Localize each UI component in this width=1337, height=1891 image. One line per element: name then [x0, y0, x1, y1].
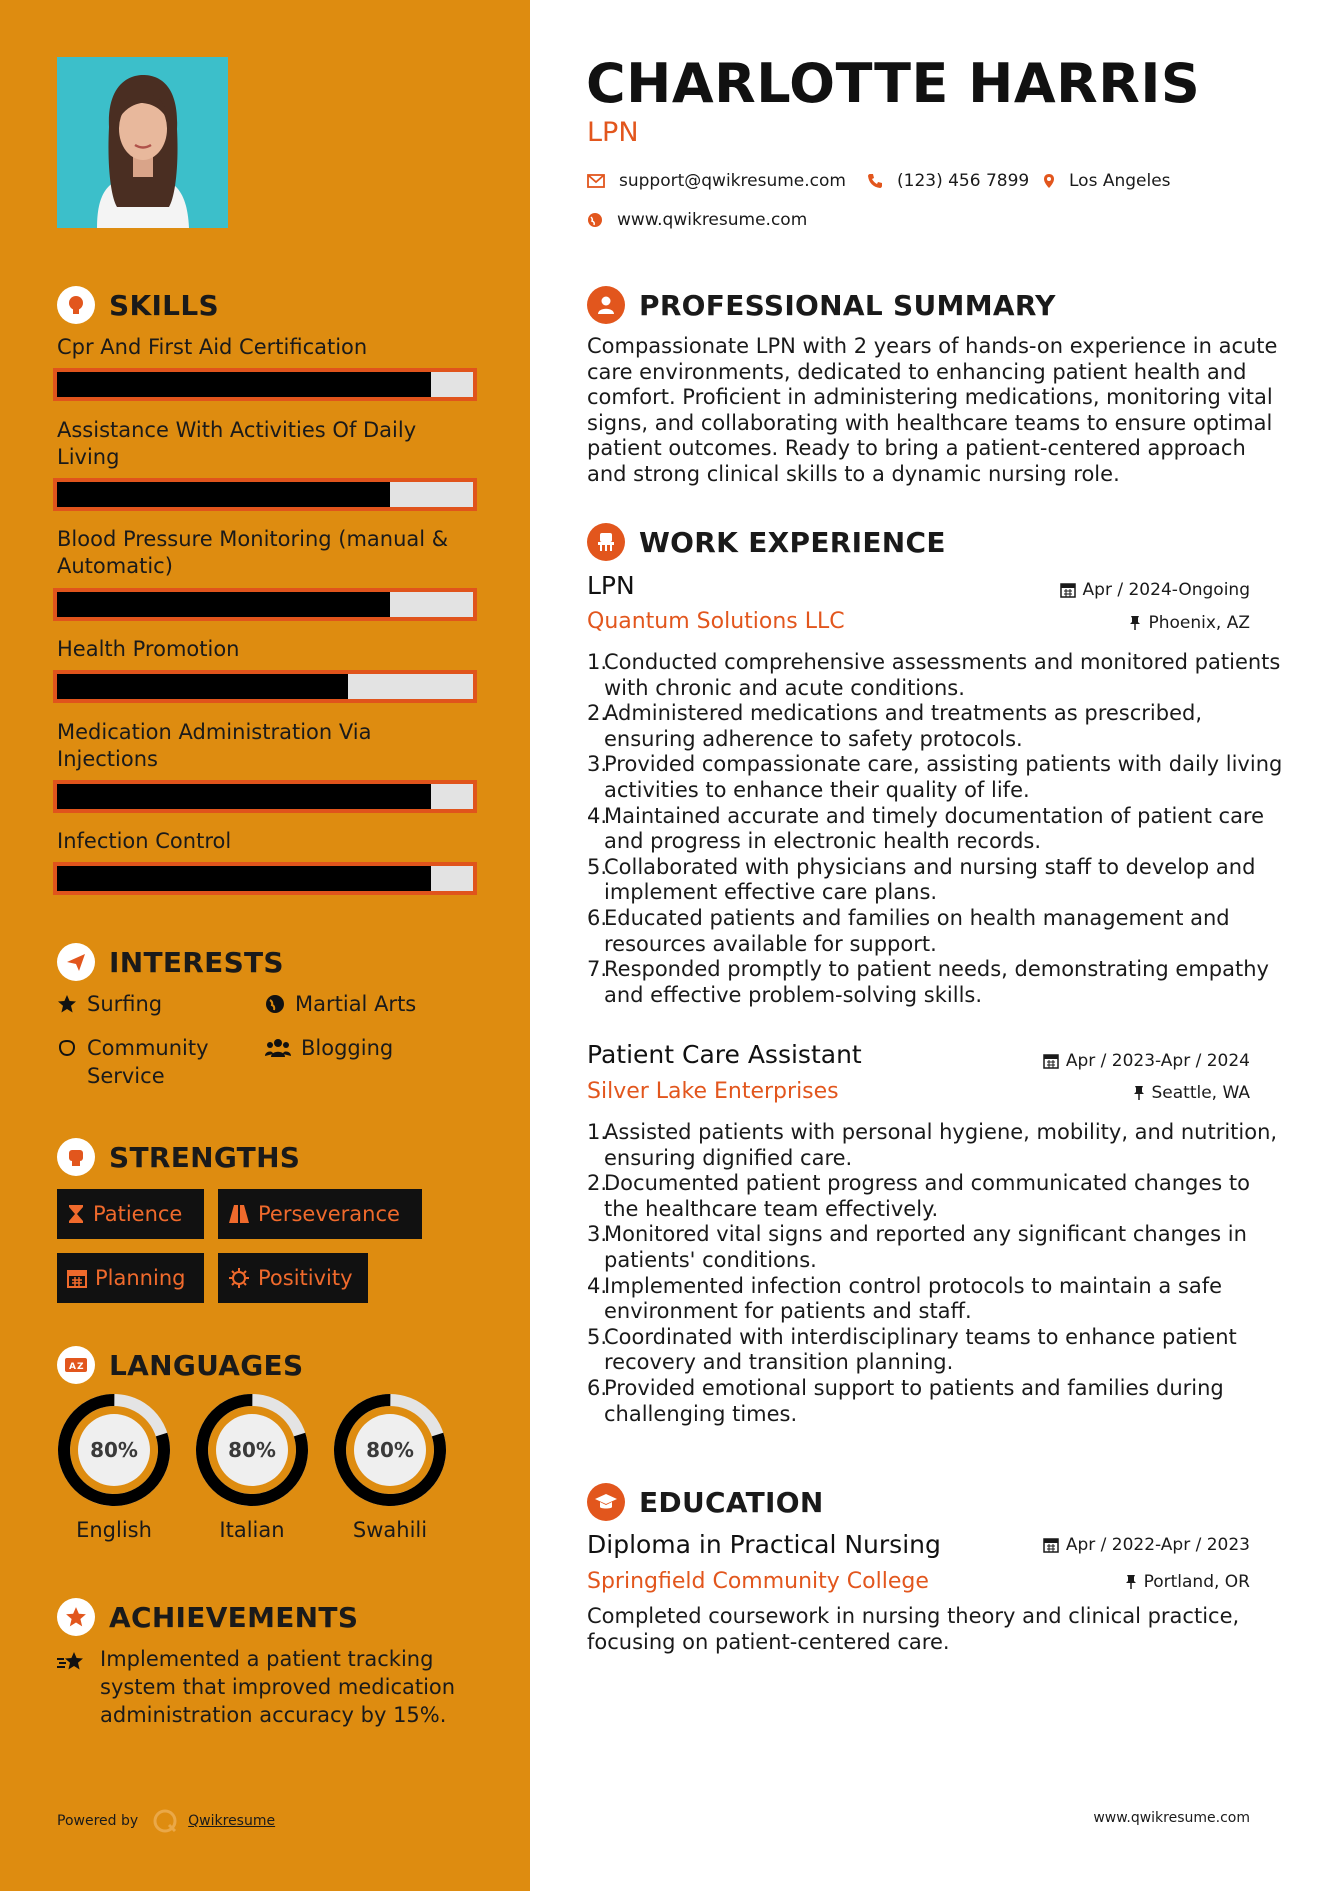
profile-photo [57, 57, 228, 228]
skill-fill [57, 674, 348, 699]
skill-name: Cpr And First Aid Certification [57, 335, 368, 359]
job-title: LPN [587, 571, 635, 600]
translate-icon [57, 1346, 95, 1384]
website-text[interactable]: www.qwikresume.com [617, 210, 808, 230]
bullet-text: Implemented infection control protocols to maintain a safe environment for patients and staff. [604, 1273, 1223, 1324]
job-location-text: Seattle, WA [1151, 1083, 1250, 1103]
job-location [1133, 1083, 1251, 1103]
sidebar [0, 0, 530, 1891]
skill-name: Assistance With Activities Of Daily Living [57, 418, 417, 469]
globe-icon [265, 994, 285, 1014]
language-item [56, 1392, 172, 1542]
main-content [530, 0, 1337, 1891]
users-icon [265, 1038, 291, 1058]
achievement-star-icon [57, 1651, 87, 1673]
contact-email [587, 171, 846, 191]
interest-label: Blogging [301, 1036, 394, 1060]
bullet-text: Responded promptly to patient needs, demonstrating empathy and effective problem-solving skills. [604, 957, 1269, 1007]
bullet-item: 6. Provided emotional support to patients and families during challenging times. [587, 1376, 1287, 1427]
calendar-icon [1060, 582, 1076, 598]
phone-text[interactable]: (123) 456 7899 [897, 171, 1030, 191]
job-location [1129, 613, 1250, 633]
contact-website [587, 210, 807, 230]
map-pin-icon [1043, 173, 1055, 189]
globe-icon [587, 212, 603, 228]
languages-title: LANGUAGES [109, 1348, 304, 1382]
bullet-item: 1. Assisted patients with personal hygiene, mobility, and nutrition, ensuring dignified care. [587, 1120, 1287, 1171]
experience-title: WORK EXPERIENCE [639, 525, 946, 559]
bullet-text: Maintained accurate and timely documentation of patient care and progress in electronic health records. [604, 803, 1265, 854]
skill-name: Blood Pressure Monitoring (manual & Automatic) [57, 527, 449, 578]
contact-phone [867, 171, 1029, 191]
school-name: Springfield Community College [587, 1569, 929, 1594]
interest-label: Surfing [87, 992, 163, 1016]
company-name: Silver Lake Enterprises [587, 1079, 839, 1104]
bullet-item: 2. Administered medications and treatments as prescribed, ensuring adherence to safety protocols. [587, 701, 1287, 752]
bullet-item: 4. Implemented infection control protocols to maintain a safe environment for patients and staff. [587, 1274, 1287, 1325]
calendar-icon [1043, 1053, 1059, 1069]
language-ring [194, 1392, 310, 1508]
skill-name: Health Promotion [57, 637, 240, 661]
education-header [587, 1483, 824, 1521]
language-item [194, 1392, 310, 1542]
bullet-item: 5. Collaborated with physicians and nursing staff to develop and implement effective care plans. [587, 855, 1287, 906]
job-date-text: Apr / 2023-Apr / 2024 [1065, 1051, 1250, 1071]
bullet-text: Provided compassionate care, assisting patients with daily living activities to enhance their quality of life. [604, 752, 1283, 802]
svg-text:A: A [69, 1362, 76, 1372]
star-badge-icon [57, 1598, 95, 1636]
contact-location [1043, 171, 1171, 191]
experience-header [587, 523, 946, 561]
location-text: Los Angeles [1069, 171, 1171, 191]
strength-label: Planning [95, 1266, 186, 1290]
strength-chip [218, 1253, 368, 1303]
achievements-title: ACHIEVEMENTS [109, 1600, 359, 1634]
envelope-icon [587, 174, 605, 188]
interest-item [57, 990, 162, 1018]
skills-title: SKILLS [109, 288, 219, 322]
fist-icon [57, 1138, 95, 1176]
bullet-text: Collaborated with physicians and nursing staff to develop and implement effective care plans. [604, 854, 1256, 905]
language-percent: 80% [366, 1438, 414, 1462]
language-ring [332, 1392, 448, 1508]
skill-fill [57, 866, 431, 891]
skill-fill [57, 592, 390, 617]
language-name: English [76, 1518, 152, 1542]
road-icon [228, 1204, 250, 1224]
skill-bar [53, 478, 477, 511]
skill-fill [57, 482, 390, 507]
calendar-icon [67, 1268, 87, 1288]
job-date [1043, 1051, 1250, 1071]
star-icon [57, 994, 77, 1014]
skills-header [57, 286, 219, 324]
interest-label: Community Service [87, 1036, 209, 1088]
strength-chip [57, 1253, 204, 1303]
chair-icon [587, 523, 625, 561]
bullet-text: Assisted patients with personal hygiene, mobility, and nutrition, ensuring dignified care. [604, 1120, 1278, 1170]
achievement-text: Implemented a patient tracking system that improved medication administration accuracy by 15%. [100, 1647, 456, 1727]
interest-item [265, 1034, 393, 1062]
bullet-item: 2. Documented patient progress and communicated changes to the healthcare team effectively. [587, 1171, 1287, 1222]
language-item [332, 1392, 448, 1542]
job-bullets [587, 650, 1287, 1008]
education-text: Completed coursework in nursing theory and clinical practice, focusing on patient-centered care. [587, 1604, 1240, 1654]
skill-name: Infection Control [57, 829, 232, 853]
strength-label: Perseverance [258, 1202, 400, 1226]
candidate-role: LPN [587, 117, 639, 148]
hourglass-icon [67, 1204, 85, 1224]
skill-bar [53, 368, 477, 401]
education-location [1125, 1572, 1250, 1592]
paper-plane-icon [57, 943, 95, 981]
education-date-text: Apr / 2022-Apr / 2023 [1065, 1535, 1250, 1555]
language-ring [56, 1392, 172, 1508]
job-date [1060, 580, 1250, 600]
bullet-item: 7. Responded promptly to patient needs, demonstrating empathy and effective problem-solving skills. [587, 957, 1287, 1008]
degree-title: Diploma in Practical Nursing [587, 1530, 941, 1559]
bullet-text: Conducted comprehensive assessments and monitored patients with chronic and acute conditions. [604, 650, 1281, 700]
qwikresume-link[interactable]: Qwikresume [188, 1813, 276, 1829]
pushpin-icon [1125, 1574, 1137, 1590]
powered-by [57, 1808, 275, 1834]
sun-icon [228, 1267, 250, 1289]
pushpin-icon [1133, 1085, 1145, 1101]
bullet-text: Documented patient progress and communicated changes to the healthcare team effectively. [604, 1171, 1250, 1221]
language-percent: 80% [228, 1438, 276, 1462]
bullet-item: 5. Coordinated with interdisciplinary teams to enhance patient recovery and transition planning. [587, 1325, 1287, 1376]
job-date-text: Apr / 2024-Ongoing [1082, 580, 1250, 600]
bullet-item: 4. Maintained accurate and timely documentation of patient care and progress in electronic health records. [587, 804, 1287, 855]
email-text[interactable]: support@qwikresume.com [619, 171, 846, 191]
strength-label: Patience [93, 1202, 183, 1226]
footer-url[interactable]: www.qwikresume.com [1093, 1810, 1250, 1826]
achievements-header [57, 1598, 358, 1636]
summary-text: Compassionate LPN with 2 years of hands-on experience in acute care environments, dedicated to enhancing patient health and comfort. Proficient in administering medications, monitoring vital signs, and collaborating with healthcare teams to ensure optimal patient outcomes. Ready to bring a patient-centered approach and strong clinical skills to a dynamic nursing role. [587, 334, 1278, 486]
company-name: Quantum Solutions LLC [587, 609, 845, 634]
bullet-text: Educated patients and families on health management and resources available for support. [604, 905, 1230, 956]
strengths-header [57, 1138, 300, 1176]
candidate-name: CHARLOTTE HARRIS [586, 52, 1201, 115]
interest-item [57, 1034, 257, 1090]
interest-label: Martial Arts [295, 992, 417, 1016]
skill-fill [57, 784, 431, 809]
skill-bar [53, 670, 477, 703]
skill-bar [53, 780, 477, 813]
bullet-text: Monitored vital signs and reported any significant changes in patients' conditions. [604, 1222, 1247, 1272]
summary-title: PROFESSIONAL SUMMARY [639, 288, 1056, 322]
language-percent: 80% [90, 1438, 138, 1462]
interests-title: INTERESTS [109, 945, 284, 979]
phone-icon [867, 173, 883, 189]
job-bullets [587, 1120, 1287, 1427]
pushpin-icon [1129, 615, 1141, 631]
job-title: Patient Care Assistant [587, 1040, 862, 1069]
language-name: Italian [219, 1518, 285, 1542]
lightbulb-icon [57, 286, 95, 324]
skill-fill [57, 372, 431, 397]
hand-icon [57, 1038, 77, 1058]
bullet-item: 3. Monitored vital signs and reported any significant changes in patients' conditions. [587, 1222, 1287, 1273]
user-icon [587, 286, 625, 324]
calendar-icon [1043, 1537, 1059, 1553]
interest-item [265, 990, 416, 1018]
education-date [1043, 1535, 1250, 1555]
interests-header [57, 943, 284, 981]
strengths-title: STRENGTHS [109, 1140, 301, 1174]
graduation-cap-icon [587, 1483, 625, 1521]
job-location-text: Phoenix, AZ [1148, 613, 1250, 633]
bullet-text: Provided emotional support to patients and families during challenging times. [604, 1375, 1224, 1426]
bullet-item: 3. Provided compassionate care, assisting patients with daily living activities to enhance their quality of life. [587, 752, 1287, 803]
svg-text:Z: Z [77, 1362, 84, 1372]
strength-chip [218, 1189, 422, 1239]
bullet-item: 6. Educated patients and families on health management and resources available for support. [587, 906, 1287, 957]
bullet-text: Administered medications and treatments as prescribed, ensuring adherence to safety protocols. [604, 701, 1203, 751]
education-title: EDUCATION [639, 1485, 824, 1519]
skill-bar [53, 862, 477, 895]
summary-header [587, 286, 1056, 324]
education-location-text: Portland, OR [1143, 1572, 1250, 1592]
skill-name: Medication Administration Via Injections [57, 720, 372, 771]
powered-by-label: Powered by [57, 1813, 139, 1829]
strength-label: Positivity [258, 1266, 353, 1290]
qwikresume-logo-icon [152, 1808, 178, 1834]
bullet-text: Coordinated with interdisciplinary teams to enhance patient recovery and transition planning. [604, 1324, 1237, 1375]
strength-chip [57, 1189, 204, 1239]
skill-bar [53, 588, 477, 621]
bullet-item: 1. Conducted comprehensive assessments and monitored patients with chronic and acute conditions. [587, 650, 1287, 701]
languages-header [57, 1346, 303, 1384]
language-name: Swahili [352, 1518, 428, 1542]
